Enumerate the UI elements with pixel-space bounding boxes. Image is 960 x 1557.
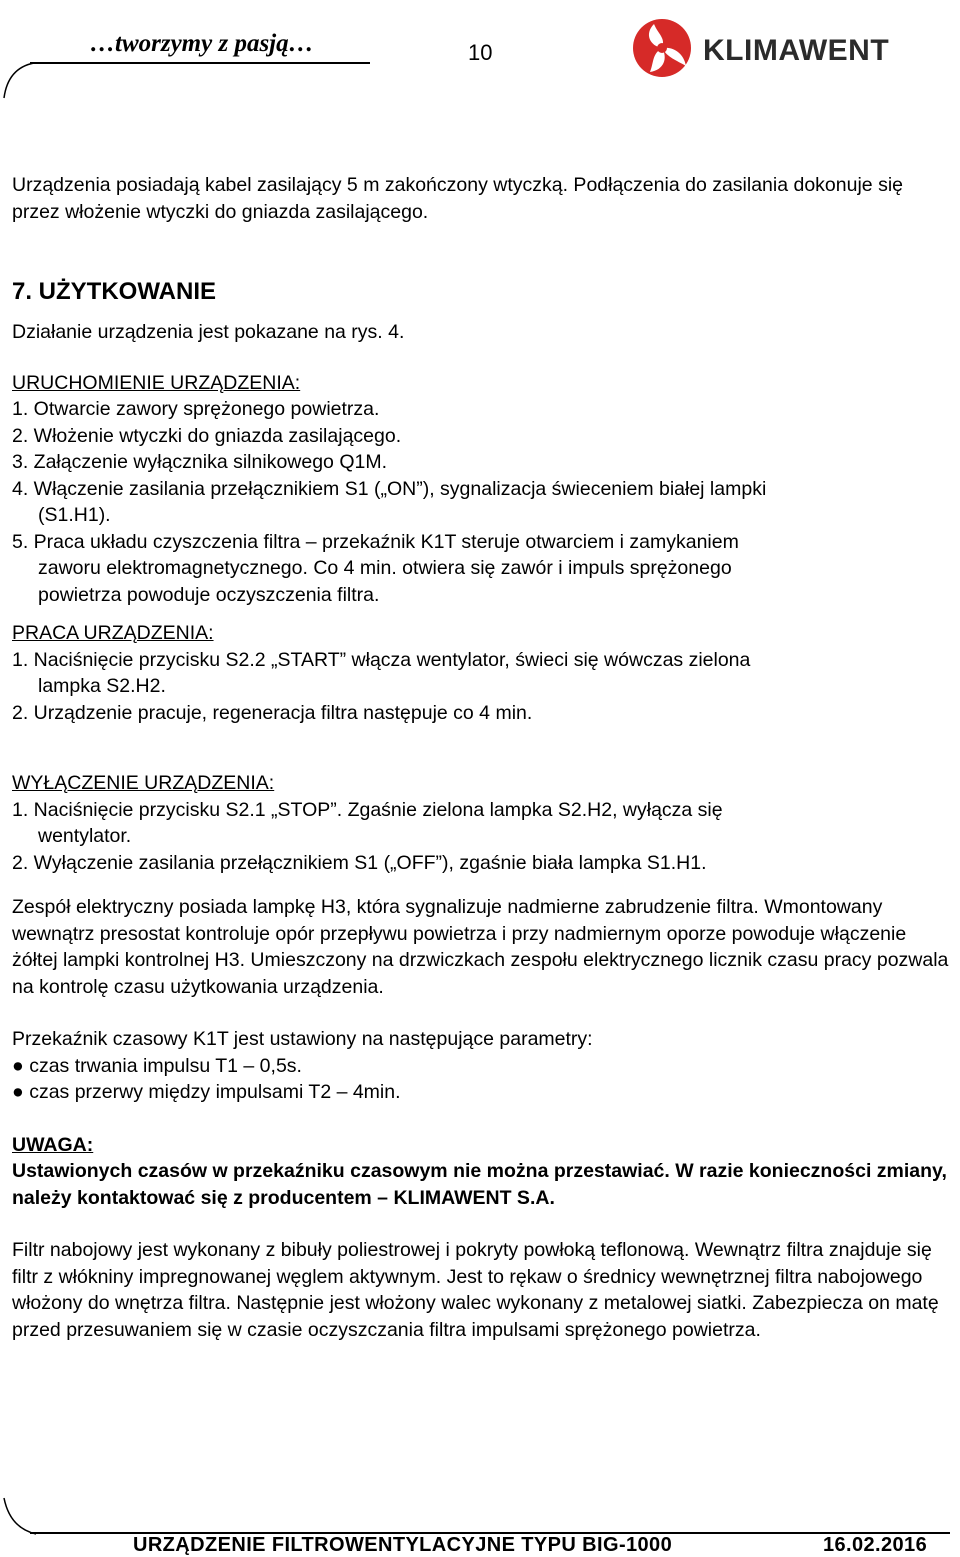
relay-item: ● czas trwania impulsu T1 – 0,5s. xyxy=(12,1054,302,1077)
startup-item: (S1.H1). xyxy=(38,504,111,526)
header-slogan: …tworzymy z pasją… xyxy=(90,30,314,57)
shutdown-item: wentylator. xyxy=(38,825,132,847)
footer xyxy=(133,1534,928,1557)
page-content xyxy=(12,172,952,1343)
startup-item: 5. Praca układu czyszczenia filtra – przekaźnik K1T steruje otwarciem i zamykaniem xyxy=(12,530,739,553)
shutdown-item: 1. Naciśnięcie przycisku S2.1 „STOP”. Zgaśnie zielona lampka S2.H2, wyłącza się xyxy=(12,798,723,821)
relay-item: ● czas przerwy między impulsami T2 – 4min. xyxy=(12,1081,401,1103)
startup-item: zaworu elektromagnetycznego. Co 4 min. otwiera się zawór i impuls sprężonego xyxy=(38,557,732,579)
intro-paragraph: Urządzenia posiadają kabel zasilający 5 m zakończony wtyczką. Podłączenia do zasilania dokonuje się przez włożenie wtyczki do gniazda zasilającego. xyxy=(12,174,903,223)
footer-date: 16.02.2016 xyxy=(823,1534,928,1556)
startup-item: 4. Włączenie zasilania przełącznikiem S1 („ON”), sygnalizacja świeceniem białej lampki xyxy=(12,477,767,500)
operation-item: 2. Urządzenie pracuje, regeneracja filtra następuje co 4 min. xyxy=(12,701,533,724)
operation-item: lampka S2.H2. xyxy=(38,675,166,697)
operation-item: 1. Naciśnięcie przycisku S2.2 „START” włącza wentylator, świeci się wówczas zielona xyxy=(12,648,751,671)
footer-decoration xyxy=(0,1494,40,1536)
header-decoration xyxy=(0,60,40,100)
startup-item: powietrza powoduje oczyszczenia filtra. xyxy=(38,583,380,606)
startup-item: 3. Załączenie wyłącznika silnikowego Q1M. xyxy=(12,451,387,473)
operation-heading: PRACA URZĄDZENIA: xyxy=(12,622,214,644)
klimawent-logo xyxy=(630,14,900,86)
logo-text: KLIMAWENT xyxy=(703,34,890,67)
relay-intro: Przekaźnik czasowy K1T jest ustawiony na następujące parametry: xyxy=(12,1028,593,1050)
shutdown-heading: WYŁĄCZENIE URZĄDZENIA: xyxy=(12,772,275,794)
startup-item: 1. Otwarcie zawory sprężonego powietrza. xyxy=(12,398,380,420)
header-rule xyxy=(30,62,370,64)
footer-title: URZĄDZENIE FILTROWENTYLACYJNE TYPU BIG-1000 xyxy=(133,1534,673,1556)
electrical-paragraph: Zespół elektryczny posiada lampkę H3, która sygnalizuje nadmierne zabrudzenie filtra. Wmontowany wewnątrz presostat kontroluje opór przepływu powietrza i przy nadmiernym oporze powoduje włączenie żółtej lampki kontrolnej H3. Umieszczony na drzwiczkach zespołu elektrycznego licznik czasu pracy pozwala na kontrolę czasu użytkowania urządzenia. xyxy=(12,896,949,998)
startup-item: 2. Włożenie wtyczki do gniazda zasilającego. xyxy=(12,424,402,447)
warning-text: Ustawionych czasów w przekaźniku czasowym nie można przestawiać. W razie konieczności zmiany, należy kontaktować się z producentem – KLIMAWENT S.A. xyxy=(12,1160,947,1209)
usage-intro: Działanie urządzenia jest pokazane na rys. 4. xyxy=(12,321,405,343)
filter-paragraph: Filtr nabojowy jest wykonany z bibuły poliestrowej i pokryty powłoką teflonową. Wewnątrz filtra znajduje się filtr z włókniny impregnowanej węglem aktywnym. Jest to rękaw o średnicy wewnętrznej filtra nabojowego włożony do wnętrza filtra. Następnie jest włożony walec wykonany z metalowej siatki. Zabezpiecza on matę przed przesuwaniem się w czasie oczyszczania filtra impulsami sprężonego powietrza. xyxy=(12,1239,939,1341)
shutdown-item: 2. Wyłączenie zasilania przełącznikiem S1 („OFF”), zgaśnie biała lampka S1.H1. xyxy=(12,851,707,874)
startup-heading: URUCHOMIENIE URZĄDZENIA: xyxy=(12,371,301,394)
section-title: 7. UŻYTKOWANIE xyxy=(12,278,217,305)
fan-logo-icon xyxy=(630,16,694,80)
page-number: 10 xyxy=(468,40,493,65)
warning-label: UWAGA: xyxy=(12,1133,94,1156)
